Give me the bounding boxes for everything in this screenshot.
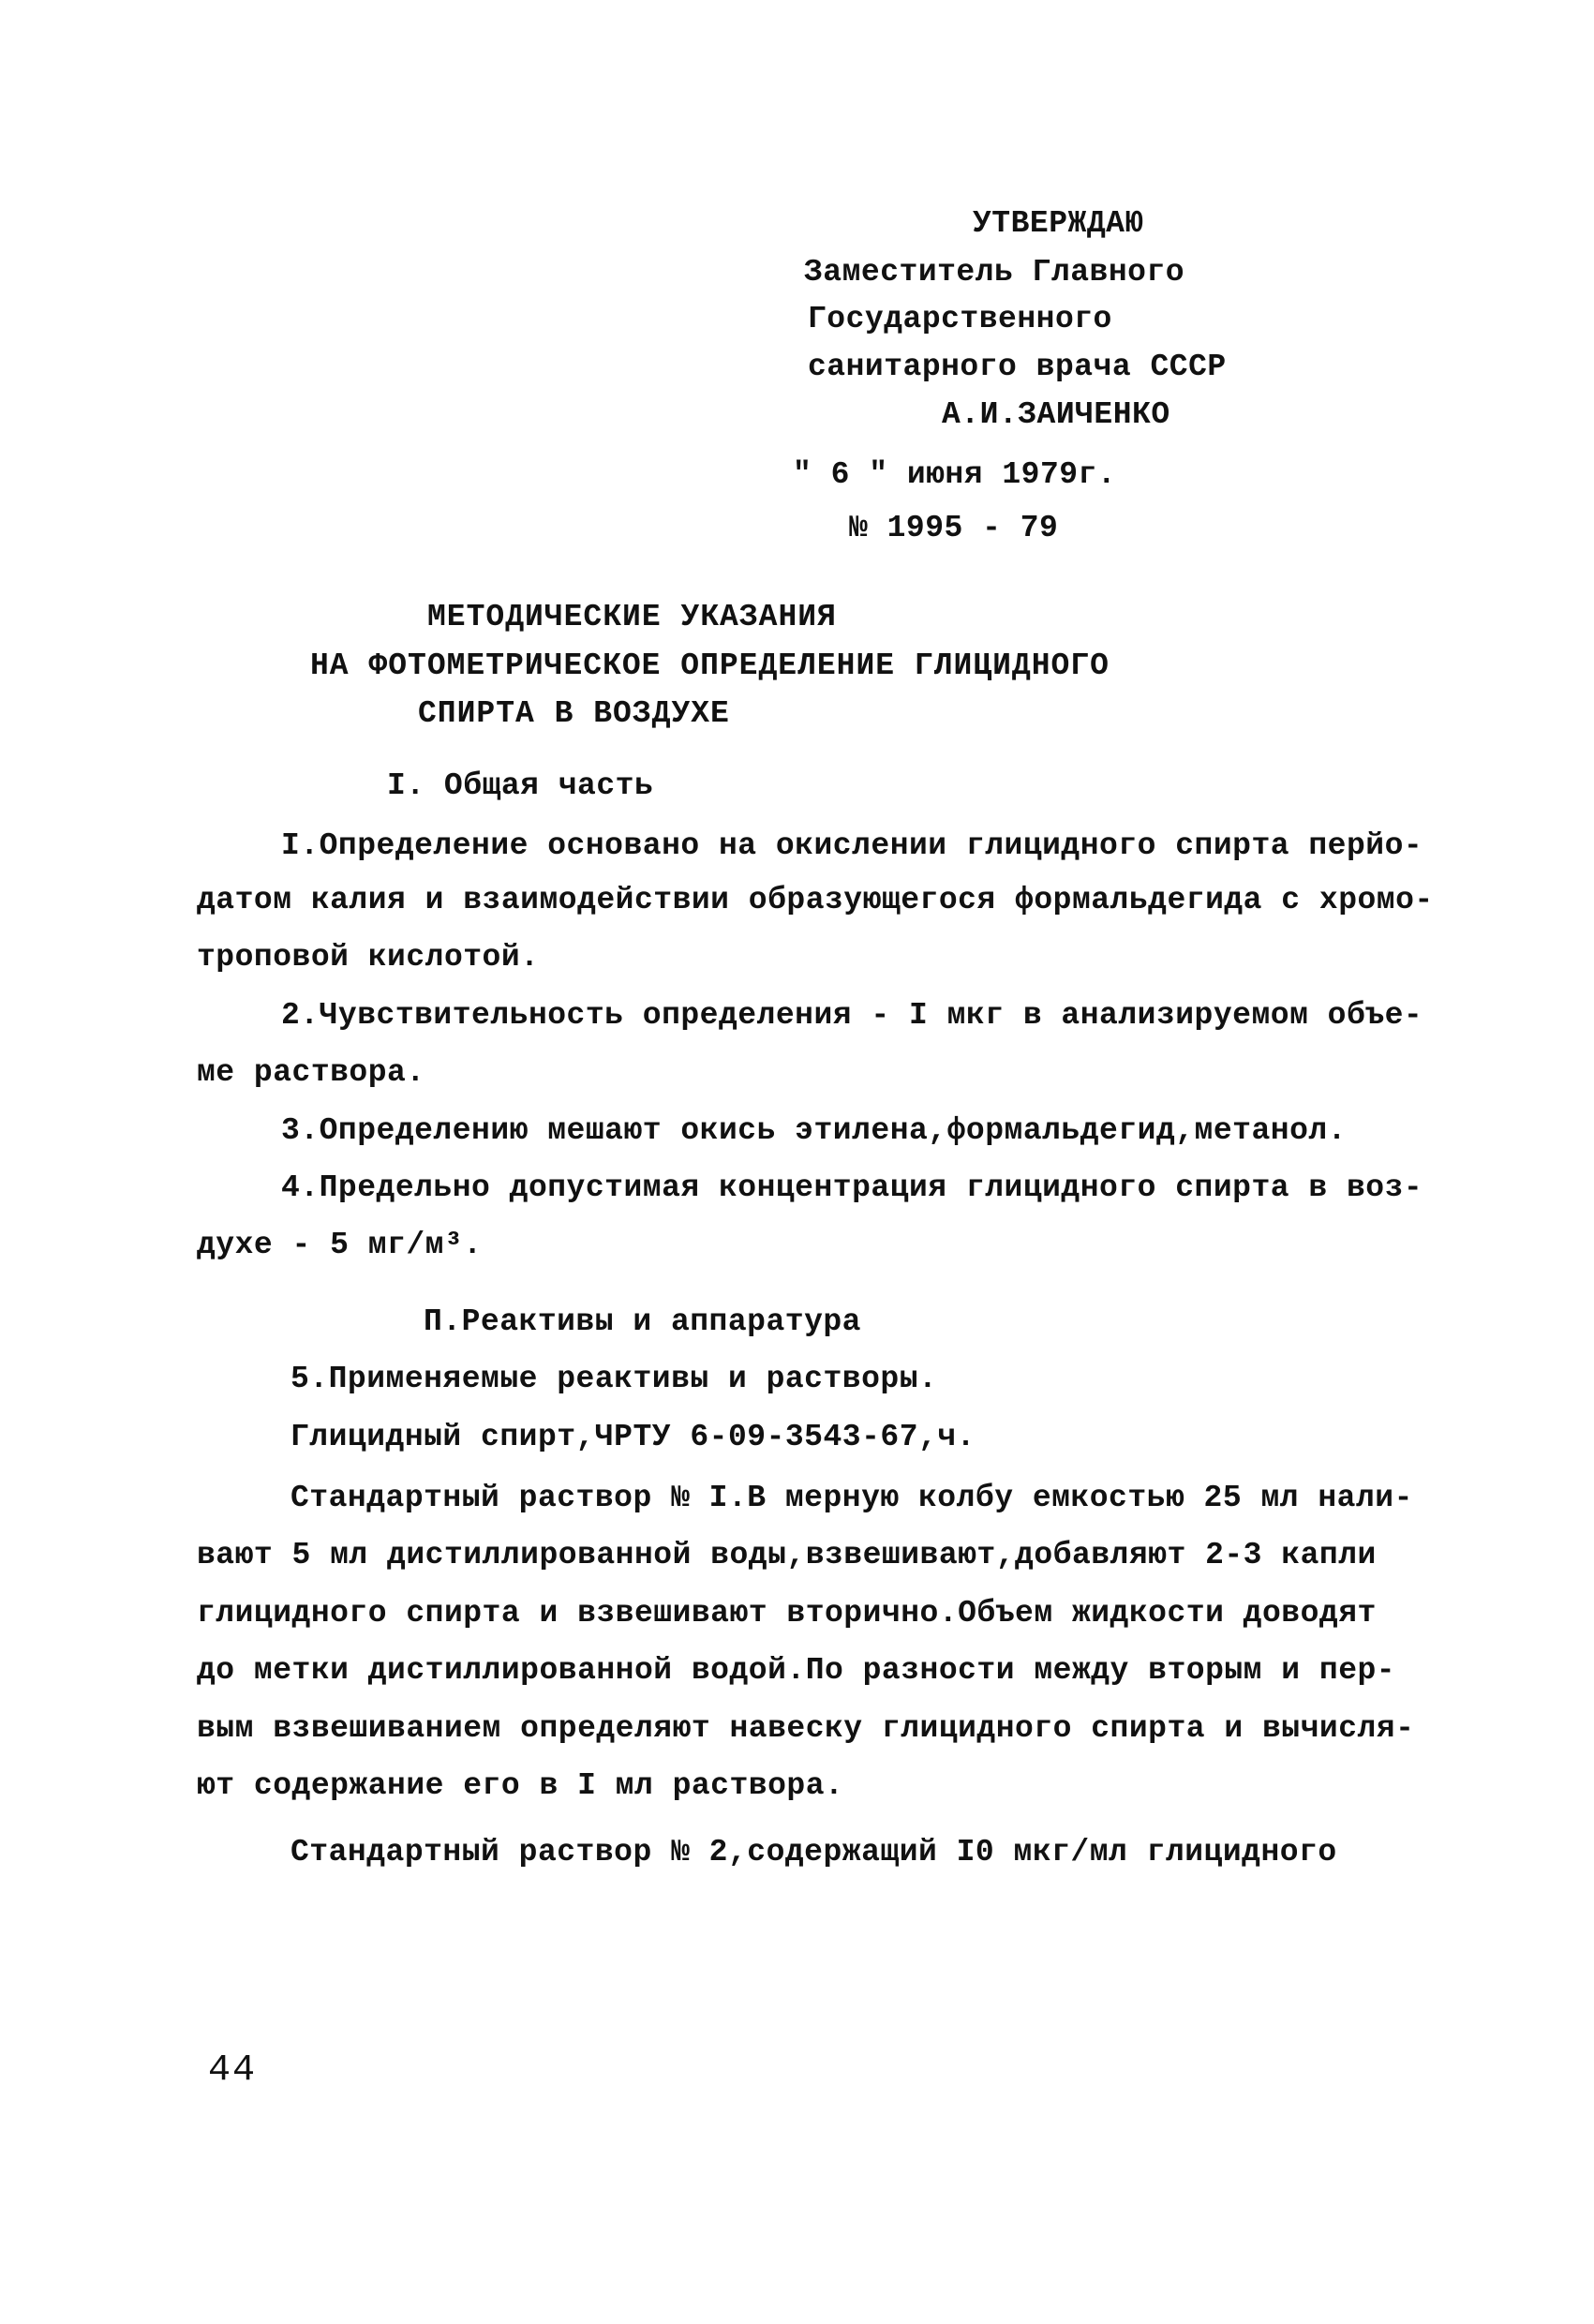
paragraph-6-line1: Стандартный раствор № I.В мерную колбу емкостью 25 мл нали- [290,1481,1413,1515]
approval-signatory-name: А.И.ЗАИЧЕНКО [942,397,1170,432]
paragraph-6-line5: вым взвешиванием определяют навеску глицидного спирта и вычисля- [197,1711,1415,1746]
paragraph-7-line1: Стандартный раствор № 2,содержащий I0 мкг/мл глицидного [290,1835,1337,1870]
paragraph-4-line1: 4.Предельно допустимая концентрация глицидного спирта в воз- [281,1170,1423,1205]
paragraph-5-line2: Глицидный спирт,ЧРТУ 6-09-3543-67,ч. [290,1420,976,1454]
paragraph-1-line2: датом калия и взаимодействии образующегося формальдегида с хромо- [197,883,1434,917]
paragraph-6-line2: вают 5 мл дистиллированной воды,взвешивают,добавляют 2-3 капли [197,1538,1377,1572]
approval-number: № 1995 - 79 [849,511,1059,545]
paragraph-2-line1: 2.Чувствительность определения - I мкг в анализируемом объе- [281,998,1423,1033]
title-line3: СПИРТА В ВОЗДУХЕ [418,696,730,731]
approval-position-line2: Государственного [808,302,1112,336]
paragraph-6-line6: ют содержание его в I мл раствора. [197,1768,844,1803]
approval-date: " 6 " июня 1979г. [793,457,1117,492]
paragraph-2-line2: ме раствора. [197,1055,425,1090]
paragraph-4-line2: духе - 5 мг/м³. [197,1228,483,1262]
approval-heading: УТВЕРЖДАЮ [973,206,1144,241]
page-number: 44 [208,2049,258,2092]
section1-heading: I. Общая часть [387,768,654,803]
approval-position-line1: Заместитель Главного [804,255,1185,290]
paragraph-1-line3: троповой кислотой. [197,940,540,975]
section2-heading: П.Реактивы и аппаратура [424,1304,861,1339]
paragraph-1-line1: I.Определение основано на окислении глицидного спирта перйо- [281,828,1423,863]
title-line1: МЕТОДИЧЕСКИЕ УКАЗАНИЯ [427,600,837,634]
paragraph-5-line1: 5.Применяемые реактивы и растворы. [290,1362,938,1396]
title-line2: НА ФОТОМЕТРИЧЕСКОЕ ОПРЕДЕЛЕНИЕ ГЛИЦИДНОГО [310,648,1110,683]
paragraph-6-line4: до метки дистиллированной водой.По разности между вторым и пер- [197,1653,1396,1688]
approval-position-line3: санитарного врача СССР [808,350,1227,384]
paragraph-6-line3: глицидного спирта и взвешивают вторично.Объем жидкости доводят [197,1596,1377,1631]
paragraph-3-line1: 3.Определению мешают окись этилена,формальдегид,метанол. [281,1113,1347,1148]
